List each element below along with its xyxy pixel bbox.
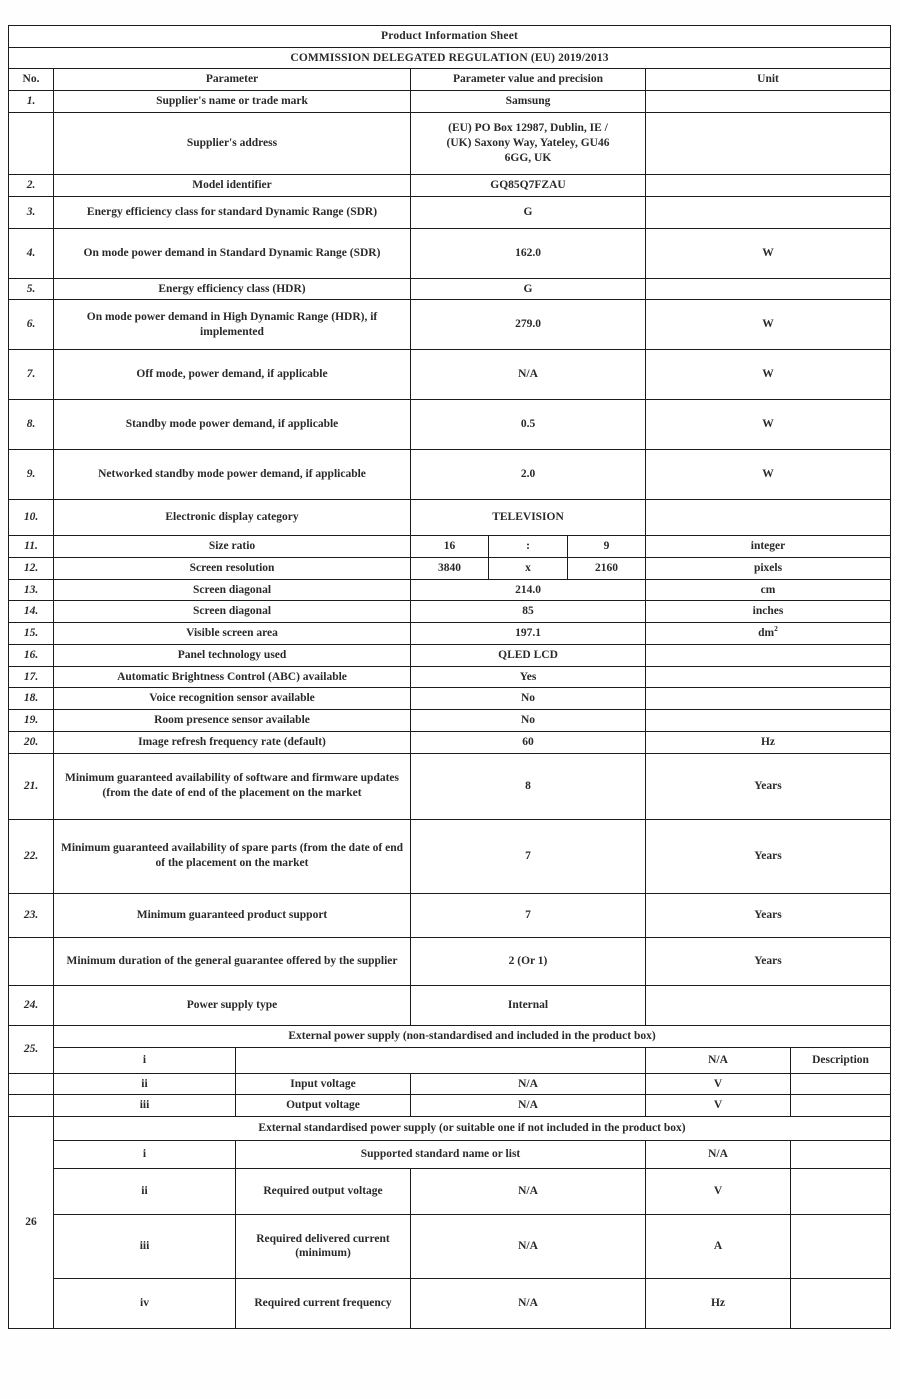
row-no: 10. (9, 500, 54, 536)
row-value: 279.0 (411, 300, 646, 350)
row-no: 15. (9, 623, 54, 645)
page-title: Product Information Sheet (9, 26, 891, 48)
row-unit: W (646, 350, 891, 400)
table-row (9, 1214, 891, 1278)
table-row (9, 1278, 891, 1328)
table-row (9, 893, 891, 937)
row-unit: cm (646, 579, 891, 601)
unit-base: dm (758, 627, 775, 640)
row-no: 16. (9, 644, 54, 666)
row-parameter: On mode power demand in Standard Dynamic Range (SDR) (54, 228, 411, 278)
row-value: 8 (411, 753, 646, 819)
row-parameter: Electronic display category (54, 500, 411, 536)
row-unit: Years (646, 937, 891, 985)
row-no: 11. (9, 536, 54, 558)
row-no: 1. (9, 91, 54, 113)
row-no: 8. (9, 400, 54, 450)
table-row (9, 278, 891, 300)
row-unit (646, 666, 891, 688)
row-value: No (411, 710, 646, 732)
row-label (236, 1047, 646, 1073)
row-no: 19. (9, 710, 54, 732)
external-power-supply-heading-row (9, 1025, 891, 1047)
row-no: 23. (9, 893, 54, 937)
row-unit (646, 112, 891, 174)
row-parameter: Screen diagonal (54, 579, 411, 601)
row-value: N/A (411, 350, 646, 400)
table-row (9, 985, 891, 1025)
row-unit: integer (646, 536, 891, 558)
row-value: N/A (411, 1214, 646, 1278)
row-no (9, 937, 54, 985)
row-no: 3. (9, 196, 54, 228)
row-unit: N/A (646, 1140, 791, 1168)
table-row (9, 819, 891, 893)
row-unit (646, 500, 891, 536)
row-no: 7. (9, 350, 54, 400)
row-value: 197.1 (411, 623, 646, 645)
table-row (9, 1073, 891, 1095)
row-parameter: Minimum guaranteed product support (54, 893, 411, 937)
row-parameter: Voice recognition sensor available (54, 688, 411, 710)
row-value-b: 9 (568, 536, 646, 558)
section-no-25: 25. (9, 1025, 54, 1073)
row-roman: iv (54, 1278, 236, 1328)
row-description (791, 1140, 891, 1168)
row-value-a: 3840 (411, 558, 489, 580)
row-parameter: Automatic Brightness Control (ABC) available (54, 666, 411, 688)
table-row (9, 450, 891, 500)
row-parameter: Supplier's name or trade mark (54, 91, 411, 113)
table-row (9, 731, 891, 753)
row-parameter: Visible screen area (54, 623, 411, 645)
row-value: N/A (411, 1073, 646, 1095)
row-value-a: 16 (411, 536, 489, 558)
row-unit (646, 644, 891, 666)
row-parameter: Room presence sensor available (54, 710, 411, 732)
row-unit (646, 710, 891, 732)
row-parameter: Screen resolution (54, 558, 411, 580)
row-value-separator: x (489, 558, 568, 580)
table-row (9, 300, 891, 350)
row-parameter: Minimum guaranteed availability of spare parts (from the date of end of the placement on the market (54, 819, 411, 893)
row-unit: V (646, 1073, 791, 1095)
row-value: G (411, 278, 646, 300)
row-unit: A (646, 1214, 791, 1278)
row-parameter: Minimum duration of the general guarantee offered by the supplier (54, 937, 411, 985)
row-label: Required delivered current (minimum) (236, 1214, 411, 1278)
row-parameter: Power supply type (54, 985, 411, 1025)
row-unit (646, 278, 891, 300)
row-value: 214.0 (411, 579, 646, 601)
row-unit: W (646, 228, 891, 278)
row-no: 2. (9, 174, 54, 196)
row-no: 18. (9, 688, 54, 710)
row-value: QLED LCD (411, 644, 646, 666)
table-row (9, 1047, 891, 1073)
table-row (9, 196, 891, 228)
table-row (9, 174, 891, 196)
row-no: 14. (9, 601, 54, 623)
row-no: 5. (9, 278, 54, 300)
row-unit (646, 91, 891, 113)
row-label: Supported standard name or list (236, 1140, 646, 1168)
row-value: Internal (411, 985, 646, 1025)
row-label: Required output voltage (236, 1168, 411, 1214)
table-row (9, 91, 891, 113)
table-row (9, 350, 891, 400)
row-unit: Hz (646, 1278, 791, 1328)
row-roman: ii (54, 1168, 236, 1214)
table-row (9, 623, 891, 645)
row-no: 12. (9, 558, 54, 580)
row-description (791, 1214, 891, 1278)
row-description: Description (791, 1047, 891, 1073)
row-parameter: Networked standby mode power demand, if applicable (54, 450, 411, 500)
table-row (9, 558, 891, 580)
row-no: 13. (9, 579, 54, 601)
row-no-blank (9, 1073, 54, 1095)
row-value: Yes (411, 666, 646, 688)
address-line-1: (EU) PO Box 12987, Dublin, IE / (448, 122, 608, 135)
row-value: N/A (411, 1095, 646, 1117)
row-roman: i (54, 1140, 236, 1168)
row-parameter: Energy efficiency class for standard Dynamic Range (SDR) (54, 196, 411, 228)
row-value: 7 (411, 819, 646, 893)
row-value: 7 (411, 893, 646, 937)
address-line-3: 6GG, UK (504, 151, 552, 164)
row-description (791, 1168, 891, 1214)
table-row (9, 644, 891, 666)
row-unit: Years (646, 753, 891, 819)
row-description (791, 1073, 891, 1095)
row-no: 20. (9, 731, 54, 753)
table-row (9, 500, 891, 536)
row-unit (646, 688, 891, 710)
table-row (9, 1095, 891, 1117)
row-value: 60 (411, 731, 646, 753)
row-value-separator: : (489, 536, 568, 558)
row-value: 0.5 (411, 400, 646, 450)
row-roman: ii (54, 1073, 236, 1095)
row-unit: W (646, 400, 891, 450)
table-row (9, 228, 891, 278)
column-header-value: Parameter value and precision (411, 69, 646, 91)
row-unit: W (646, 300, 891, 350)
row-value: N/A (411, 1278, 646, 1328)
row-parameter: Energy efficiency class (HDR) (54, 278, 411, 300)
row-unit (646, 174, 891, 196)
column-header-unit: Unit (646, 69, 891, 91)
row-unit: pixels (646, 558, 891, 580)
row-unit (646, 623, 891, 645)
row-no-blank (9, 1095, 54, 1117)
row-no: 17. (9, 666, 54, 688)
row-label: Output voltage (236, 1095, 411, 1117)
row-parameter: Image refresh frequency rate (default) (54, 731, 411, 753)
row-description (791, 1278, 891, 1328)
table-header-row (9, 69, 891, 91)
table-row (9, 688, 891, 710)
row-roman: i (54, 1047, 236, 1073)
regulation-subtitle: COMMISSION DELEGATED REGULATION (EU) 2019/2013 (9, 47, 891, 69)
row-unit (646, 196, 891, 228)
row-no: 24. (9, 985, 54, 1025)
row-label: Required current frequency (236, 1278, 411, 1328)
row-no: 22. (9, 819, 54, 893)
row-roman: iii (54, 1214, 236, 1278)
row-no: 21. (9, 753, 54, 819)
row-description (791, 1095, 891, 1117)
table-row (9, 112, 891, 174)
table-row (9, 1168, 891, 1214)
row-value: TELEVISION (411, 500, 646, 536)
row-parameter: Off mode, power demand, if applicable (54, 350, 411, 400)
address-line-2: (UK) Saxony Way, Yateley, GU46 (446, 137, 610, 150)
table-row (9, 753, 891, 819)
table-row (9, 579, 891, 601)
row-no (9, 112, 54, 174)
row-parameter: On mode power demand in High Dynamic Range (HDR), if implemented (54, 300, 411, 350)
row-unit: Years (646, 893, 891, 937)
row-parameter: Model identifier (54, 174, 411, 196)
row-unit: W (646, 450, 891, 500)
row-value: 85 (411, 601, 646, 623)
table-row (9, 601, 891, 623)
table-row (9, 536, 891, 558)
row-parameter: Supplier's address (54, 112, 411, 174)
row-value: G (411, 196, 646, 228)
row-unit: inches (646, 601, 891, 623)
row-value: N/A (411, 1168, 646, 1214)
table-row (9, 937, 891, 985)
table-row (9, 1140, 891, 1168)
regulation-row (9, 47, 891, 69)
table-row (9, 666, 891, 688)
row-parameter: Panel technology used (54, 644, 411, 666)
product-information-table (8, 25, 891, 1329)
row-value: 2.0 (411, 450, 646, 500)
external-standardised-power-supply-heading: External standardised power supply (or suitable one if not included in the product box) (54, 1116, 891, 1140)
row-value (411, 112, 646, 174)
row-unit: Hz (646, 731, 891, 753)
row-value: Samsung (411, 91, 646, 113)
row-label: Input voltage (236, 1073, 411, 1095)
unit-superscript: 2 (774, 624, 778, 634)
row-value-b: 2160 (568, 558, 646, 580)
row-parameter: Size ratio (54, 536, 411, 558)
external-power-supply-heading: External power supply (non-standardised and included in the product box) (54, 1025, 891, 1047)
column-header-no: No. (9, 69, 54, 91)
row-value: 162.0 (411, 228, 646, 278)
table-row (9, 400, 891, 450)
external-standardised-power-supply-heading-row (9, 1116, 891, 1140)
row-unit: Years (646, 819, 891, 893)
section-no-26: 26 (9, 1116, 54, 1328)
column-header-parameter: Parameter (54, 69, 411, 91)
row-parameter: Standby mode power demand, if applicable (54, 400, 411, 450)
row-value: GQ85Q7FZAU (411, 174, 646, 196)
row-roman: iii (54, 1095, 236, 1117)
title-row (9, 26, 891, 48)
table-row (9, 710, 891, 732)
row-value: 2 (Or 1) (411, 937, 646, 985)
row-unit (646, 985, 891, 1025)
row-parameter: Screen diagonal (54, 601, 411, 623)
row-unit: V (646, 1168, 791, 1214)
row-no: 4. (9, 228, 54, 278)
row-unit: N/A (646, 1047, 791, 1073)
row-unit: V (646, 1095, 791, 1117)
row-value: No (411, 688, 646, 710)
row-parameter: Minimum guaranteed availability of software and firmware updates (from the date of end of the placement on the market (54, 753, 411, 819)
row-no: 9. (9, 450, 54, 500)
row-no: 6. (9, 300, 54, 350)
